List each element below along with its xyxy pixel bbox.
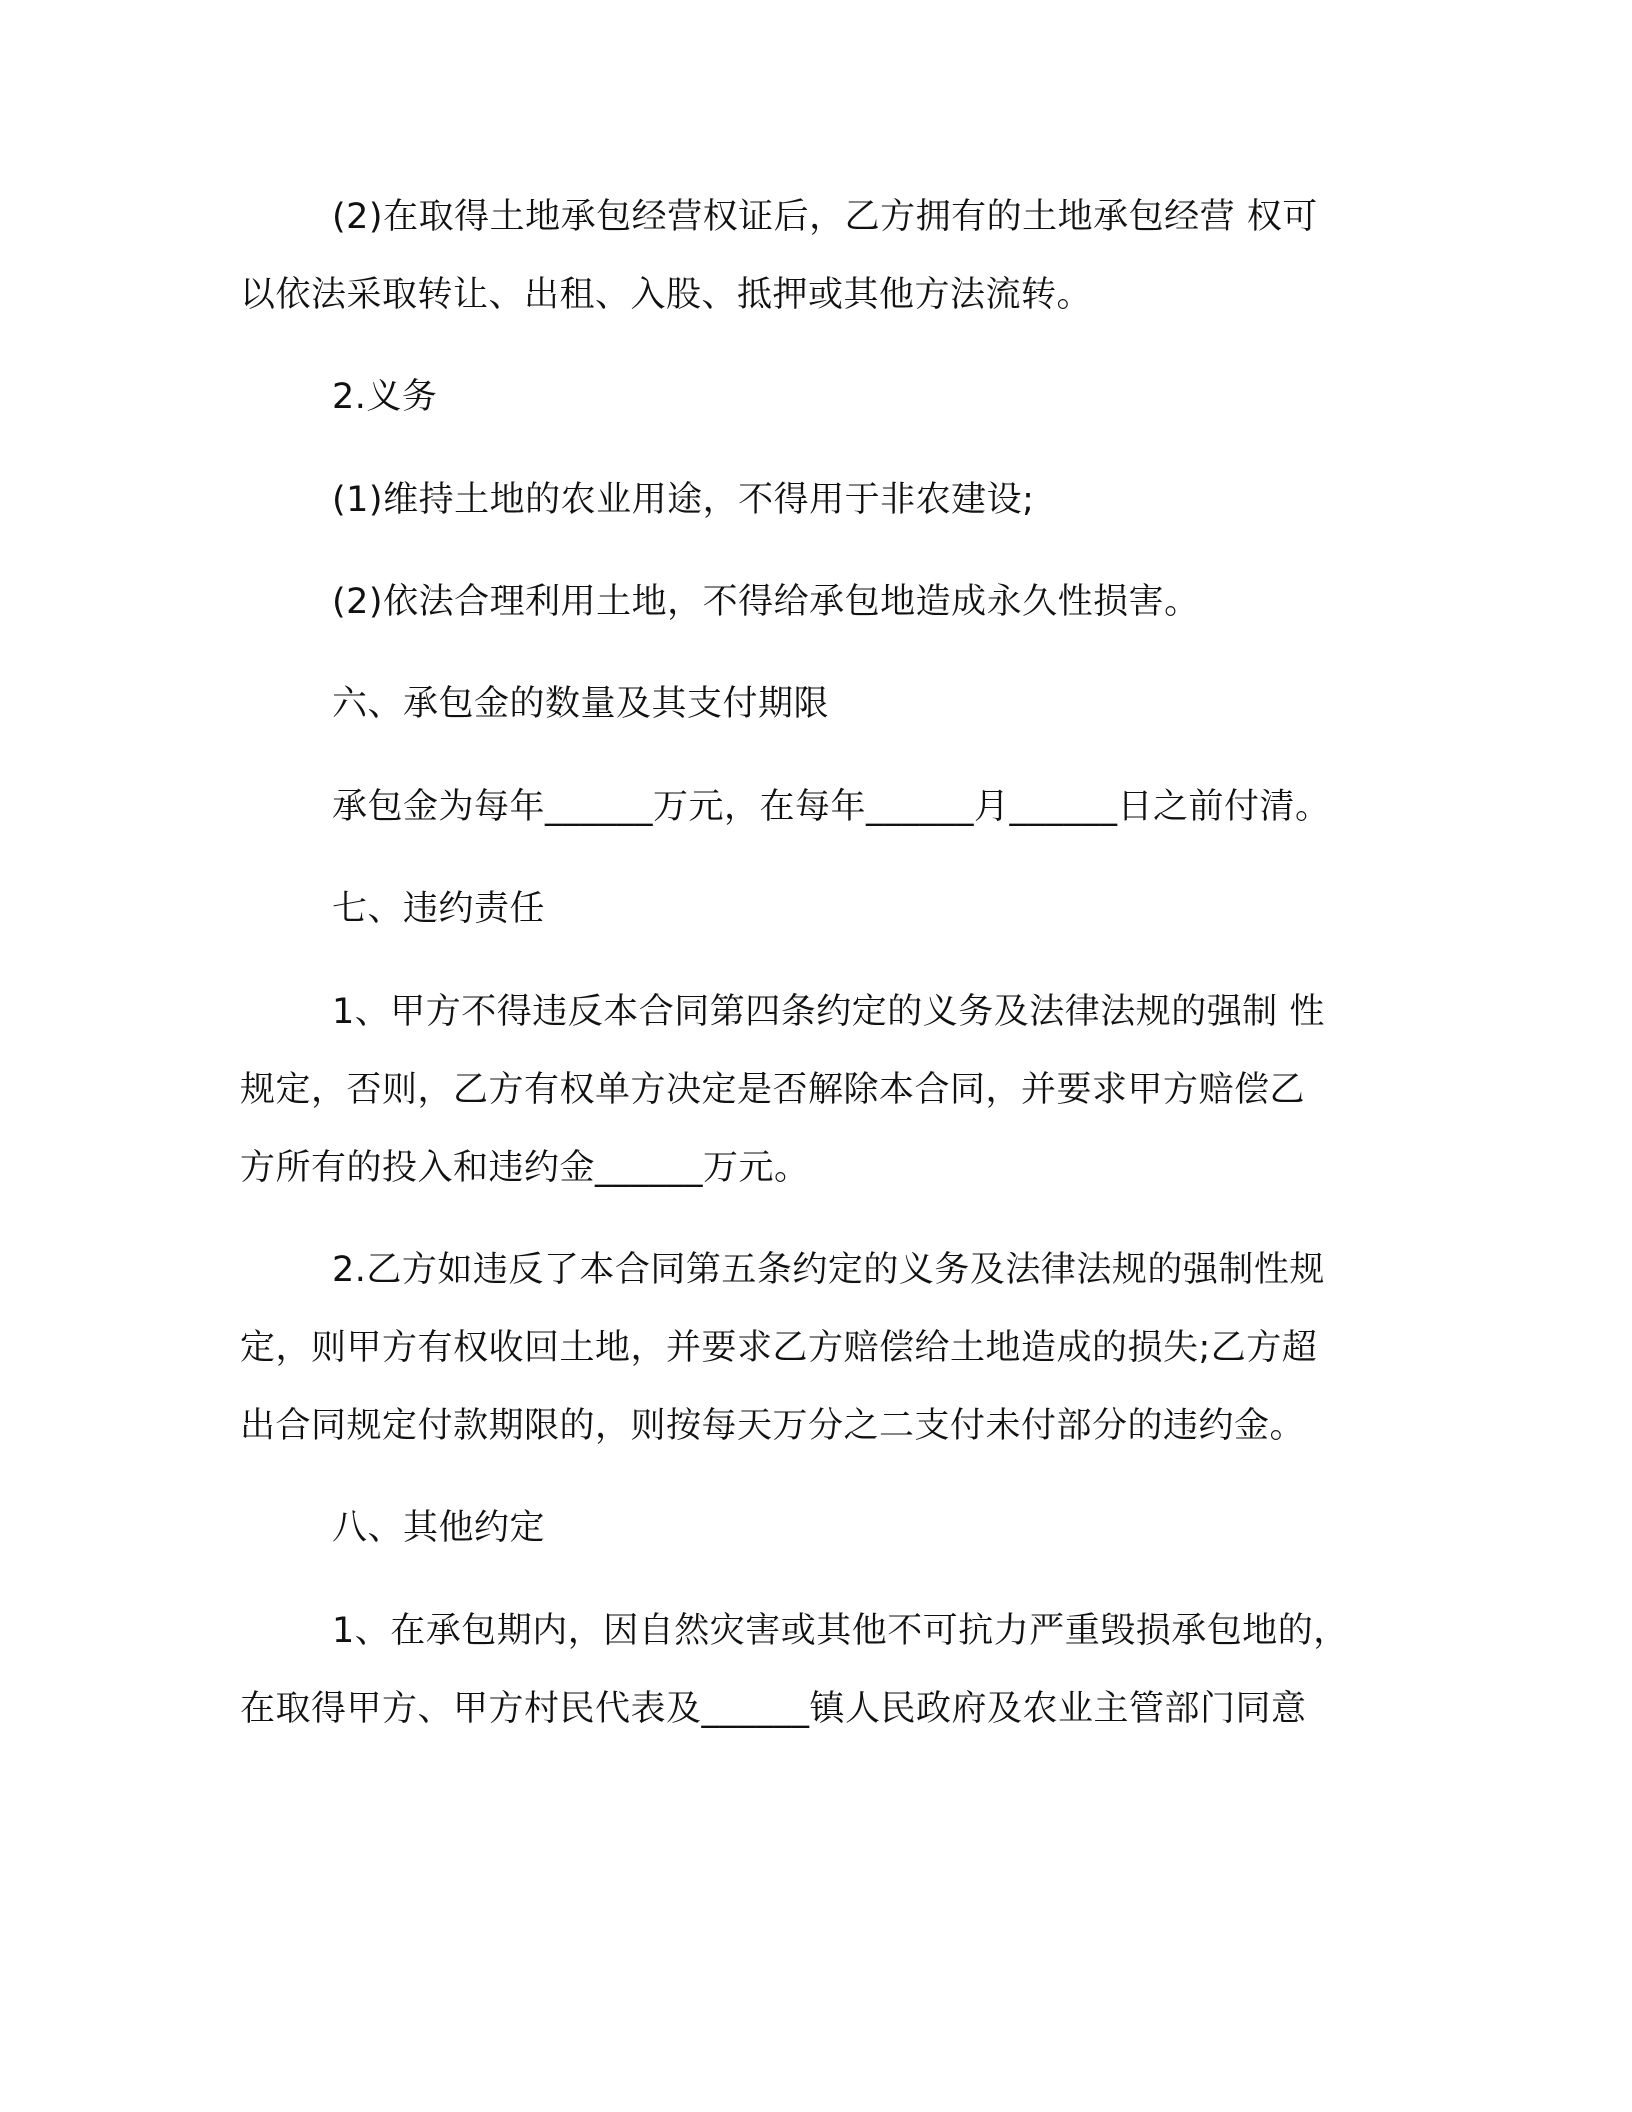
paragraph-line: 以依法采取转让、出租、入股、抵押或其他方法流转。	[240, 275, 1093, 315]
paragraph-line: (2)在取得土地承包经营权证后，乙方拥有的土地承包经营 权可	[332, 197, 1318, 237]
section-heading: 2.义务	[332, 377, 438, 417]
paragraph-line: 在取得甲方、甲方村民代表及______镇人民政府及农业主管部门同意	[240, 1689, 1307, 1729]
paragraph-line: (1)维持土地的农业用途，不得用于非农建设;	[332, 480, 1035, 520]
paragraph-line: 2.乙方如违反了本合同第五条约定的义务及法律法规的强制性规	[332, 1250, 1325, 1290]
section-heading: 六、承包金的数量及其支付期限	[332, 684, 830, 724]
paragraph-line: 规定，否则，乙方有权单方决定是否解除本合同，并要求甲方赔偿乙	[240, 1070, 1306, 1110]
paragraph-line: 定，则甲方有权收回土地，并要求乙方赔偿给土地造成的损失;乙方超	[240, 1328, 1318, 1368]
paragraph-line: 出合同规定付款期限的，则按每天万分之二支付未付部分的违约金。	[240, 1406, 1306, 1446]
paragraph-line: (2)依法合理利用土地，不得给承包地造成永久性损害。	[332, 582, 1200, 622]
section-heading: 七、违约责任	[332, 889, 546, 929]
paragraph-line: 承包金为每年______万元，在每年______月______日之前付清。	[332, 787, 1331, 827]
paragraph-line: 1、在承包期内，因自然灾害或其他不可抗力严重毁损承包地的，	[332, 1611, 1349, 1651]
paragraph-line: 1、甲方不得违反本合同第四条约定的义务及法律法规的强制 性	[332, 992, 1325, 1032]
paragraph-line: 方所有的投入和违约金______万元。	[240, 1148, 810, 1188]
section-heading: 八、其他约定	[332, 1508, 546, 1548]
